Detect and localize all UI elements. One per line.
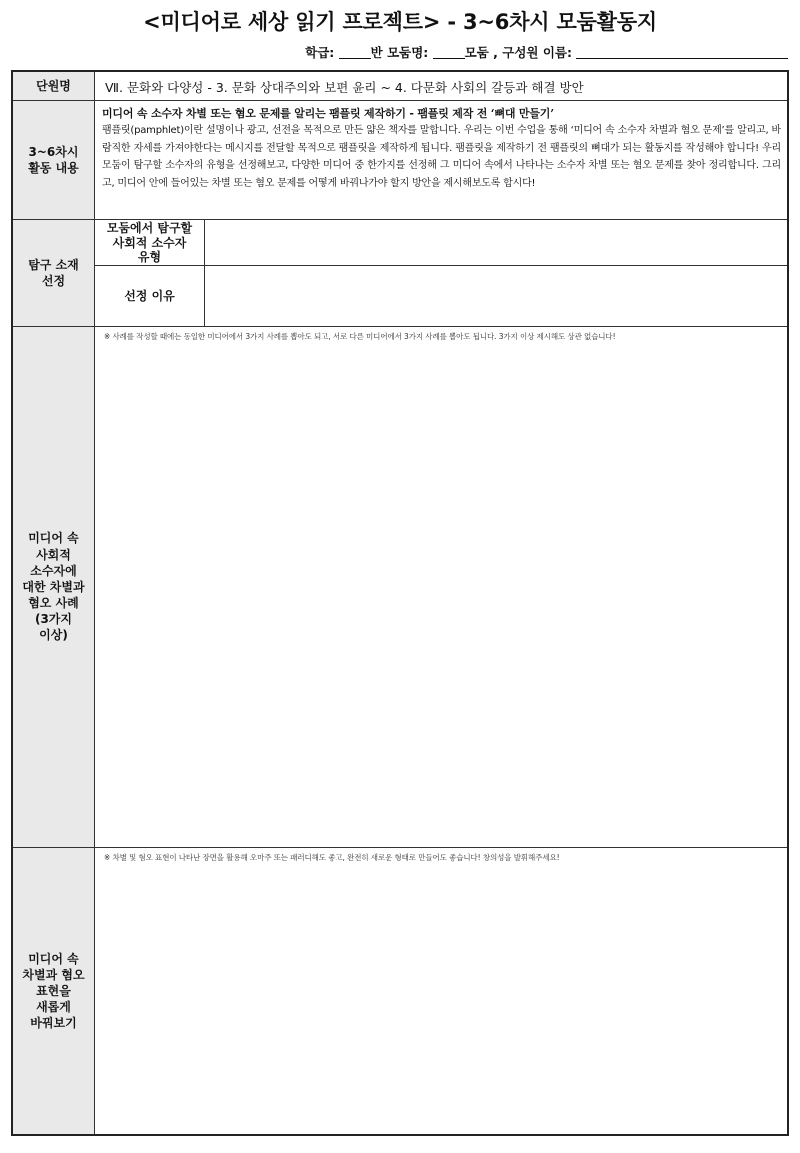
- rewrite-label: 미디어 속 차별과 혐오 표현을 새롭게 바꿔보기: [13, 848, 95, 1134]
- activity-row: [13, 101, 787, 220]
- cases-note: ※ 사례를 작성할 때에는 동일한 미디어에서 3가지 사례를 뽑아도 되고, 서로 다른 미디어에서 3가지 사례를 뽑아도 됩니다. 3가지 이상 제시해도 상관 없습니다!: [104, 332, 616, 341]
- rewrite-note: ※ 차별 및 혐오 표현이 나타난 장면을 활용해 오마주 또는 패러디해도 좋고, 완전히 새로운 형태로 만들어도 좋습니다! 창의성을 발휘해주세요!: [104, 853, 560, 862]
- minority-type-label: 모둠에서 탐구할 사회적 소수자 유형: [95, 220, 205, 266]
- worksheet-table: [11, 70, 789, 1136]
- reason-label: 선정 이유: [95, 266, 205, 326]
- member-names-blank[interactable]: [576, 46, 788, 59]
- group-name-blank[interactable]: [433, 46, 465, 59]
- reason-field[interactable]: [205, 266, 787, 326]
- rewrite-field[interactable]: [95, 848, 787, 1134]
- topic-row: [13, 220, 787, 327]
- page-title: <미디어로 세상 읽기 프로젝트> - 3~6차시 모둠활동지: [143, 10, 657, 34]
- class-label: 반 모둠명:: [370, 45, 429, 60]
- cases-row: [13, 327, 787, 848]
- grade-blank[interactable]: [339, 46, 371, 59]
- group-label: 모둠 , 구성원 이름:: [464, 45, 572, 60]
- cases-field[interactable]: [95, 327, 787, 847]
- minority-type-field[interactable]: [205, 220, 787, 266]
- unit-value: Ⅶ. 문화와 다양성 - 3. 문화 상대주의와 보편 윤리 ~ 4. 다문화 사회의 갈등과 해결 방안: [105, 80, 584, 95]
- rewrite-row: [13, 848, 787, 1134]
- activity-label: 3~6차시 활동 내용: [13, 101, 95, 219]
- topic-label: 탐구 소재 선정: [13, 220, 95, 326]
- activity-description: 팸플릿(pamphlet)이란 설명이나 광고, 선전을 목적으로 만든 얇은 책자를 말합니다. 우리는 이번 수업을 통해 ‘미디어 속 소수자 차별과 혐오 문제’를 알리고, 바람직한 자세를 가져야한다는 메시지를 전달할 목적으로 팸플릿을 제작하게 됩니다. 팸플릿을 제작하기 전 팸플릿의 뼈대가 되는 활동지를 작성해야 합니다! 우리 모둠이 탐구할 소수자의 유형을 선정해보고, 다양한 미디어 중 한가지를 선정해 그 미디어 속에서 나타나는 소수자 차별 또는 혐오 문제를 찾아 정리합니다. 그리고, 미디어 안에 들어있는 차별 또는 혐오 문제를 어떻게 바꿔나가야 할지 방안을 제시해보도록 합시다!: [102, 125, 781, 189]
- activity-headline: 미디어 속 소수자 차별 또는 혐오 문제를 알리는 팸플릿 제작하기 - 팸플릿 제작 전 ‘뼈대 만들기’: [102, 107, 554, 120]
- cases-label: 미디어 속 사회적 소수자에 대한 차별과 혐오 사례 (3가지 이상): [13, 327, 95, 847]
- unit-label: 단원명: [13, 72, 95, 100]
- student-info-line: [305, 43, 788, 61]
- grade-label: 학급:: [305, 45, 335, 60]
- unit-row: [13, 72, 787, 101]
